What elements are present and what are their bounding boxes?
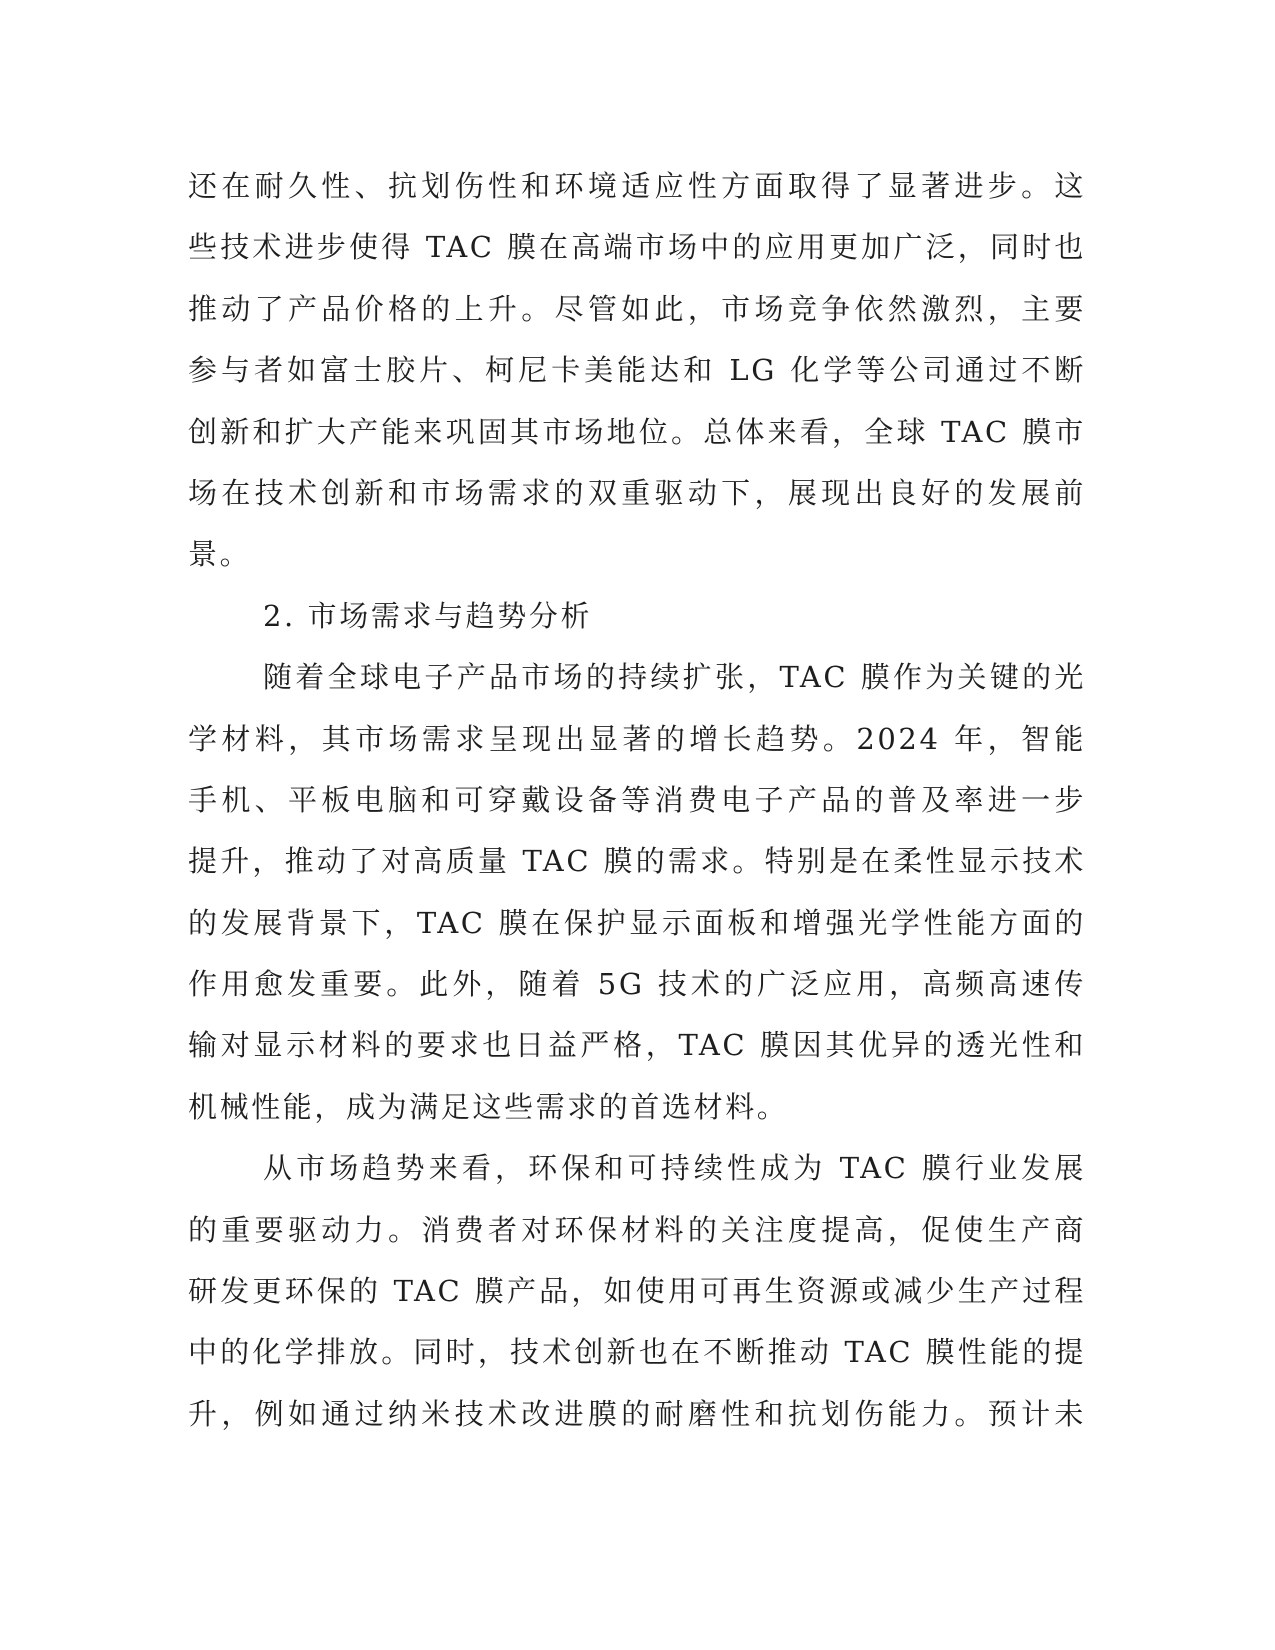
text-line: 提升，推动了对高质量 TAC 膜的需求。特别是在柔性显示技术 [188,844,1086,879]
paragraph-demand [188,647,1086,1138]
text-line: 参与者如富士胶片、柯尼卡美能达和 LG 化学等公司通过不断 [188,353,1086,388]
text-line: 从市场趋势来看，环保和可持续性成为 TAC 膜行业发展 [263,1151,1086,1186]
text-line: 随着全球电子产品市场的持续扩张，TAC 膜作为关键的光 [263,660,1086,695]
text-line: 机械性能，成为满足这些需求的首选材料。 [188,1089,789,1124]
text-line: 学材料，其市场需求呈现出显著的增长趋势。2024 年，智能 [188,721,1086,756]
text-line: 还在耐久性、抗划伤性和环境适应性方面取得了显著进步。这 [188,169,1086,203]
text-line: 的重要驱动力。消费者对环保材料的关注度提高，促使生产商 [188,1212,1086,1247]
text-line: 场在技术创新和市场需求的双重驱动下，展现出良好的发展前 [188,475,1086,510]
section-heading: 2. 市场需求与趋势分析 [263,598,593,633]
paragraph-trend [188,1138,1086,1445]
text-line: 推动了产品价格的上升。尽管如此，市场竞争依然激烈，主要 [188,291,1086,326]
text-line: 景。 [188,537,252,572]
text-line: 的发展背景下，TAC 膜在保护显示面板和增强光学性能方面的 [188,905,1086,940]
text-line: 研发更环保的 TAC 膜产品，如使用可再生资源或减少生产过程 [188,1274,1086,1309]
text-line: 手机、平板电脑和可穿戴设备等消费电子产品的普及率进一步 [188,782,1086,817]
text-line: 些技术进步使得 TAC 膜在高端市场中的应用更加广泛，同时也 [188,230,1086,265]
text-line: 输对显示材料的要求也日益严格，TAC 膜因其优异的透光性和 [188,1028,1086,1063]
paragraph-intro [188,156,1086,586]
text-line: 升，例如通过纳米技术改进膜的耐磨性和抗划伤能力。预计未 [188,1396,1086,1431]
text-line: 中的化学排放。同时，技术创新也在不断推动 TAC 膜性能的提 [188,1335,1086,1370]
text-line: 作用愈发重要。此外，随着 5G 技术的广泛应用，高频高速传 [188,967,1086,1002]
text-line: 创新和扩大产能来巩固其市场地位。总体来看，全球 TAC 膜市 [188,414,1086,449]
document-body [188,156,1086,1445]
